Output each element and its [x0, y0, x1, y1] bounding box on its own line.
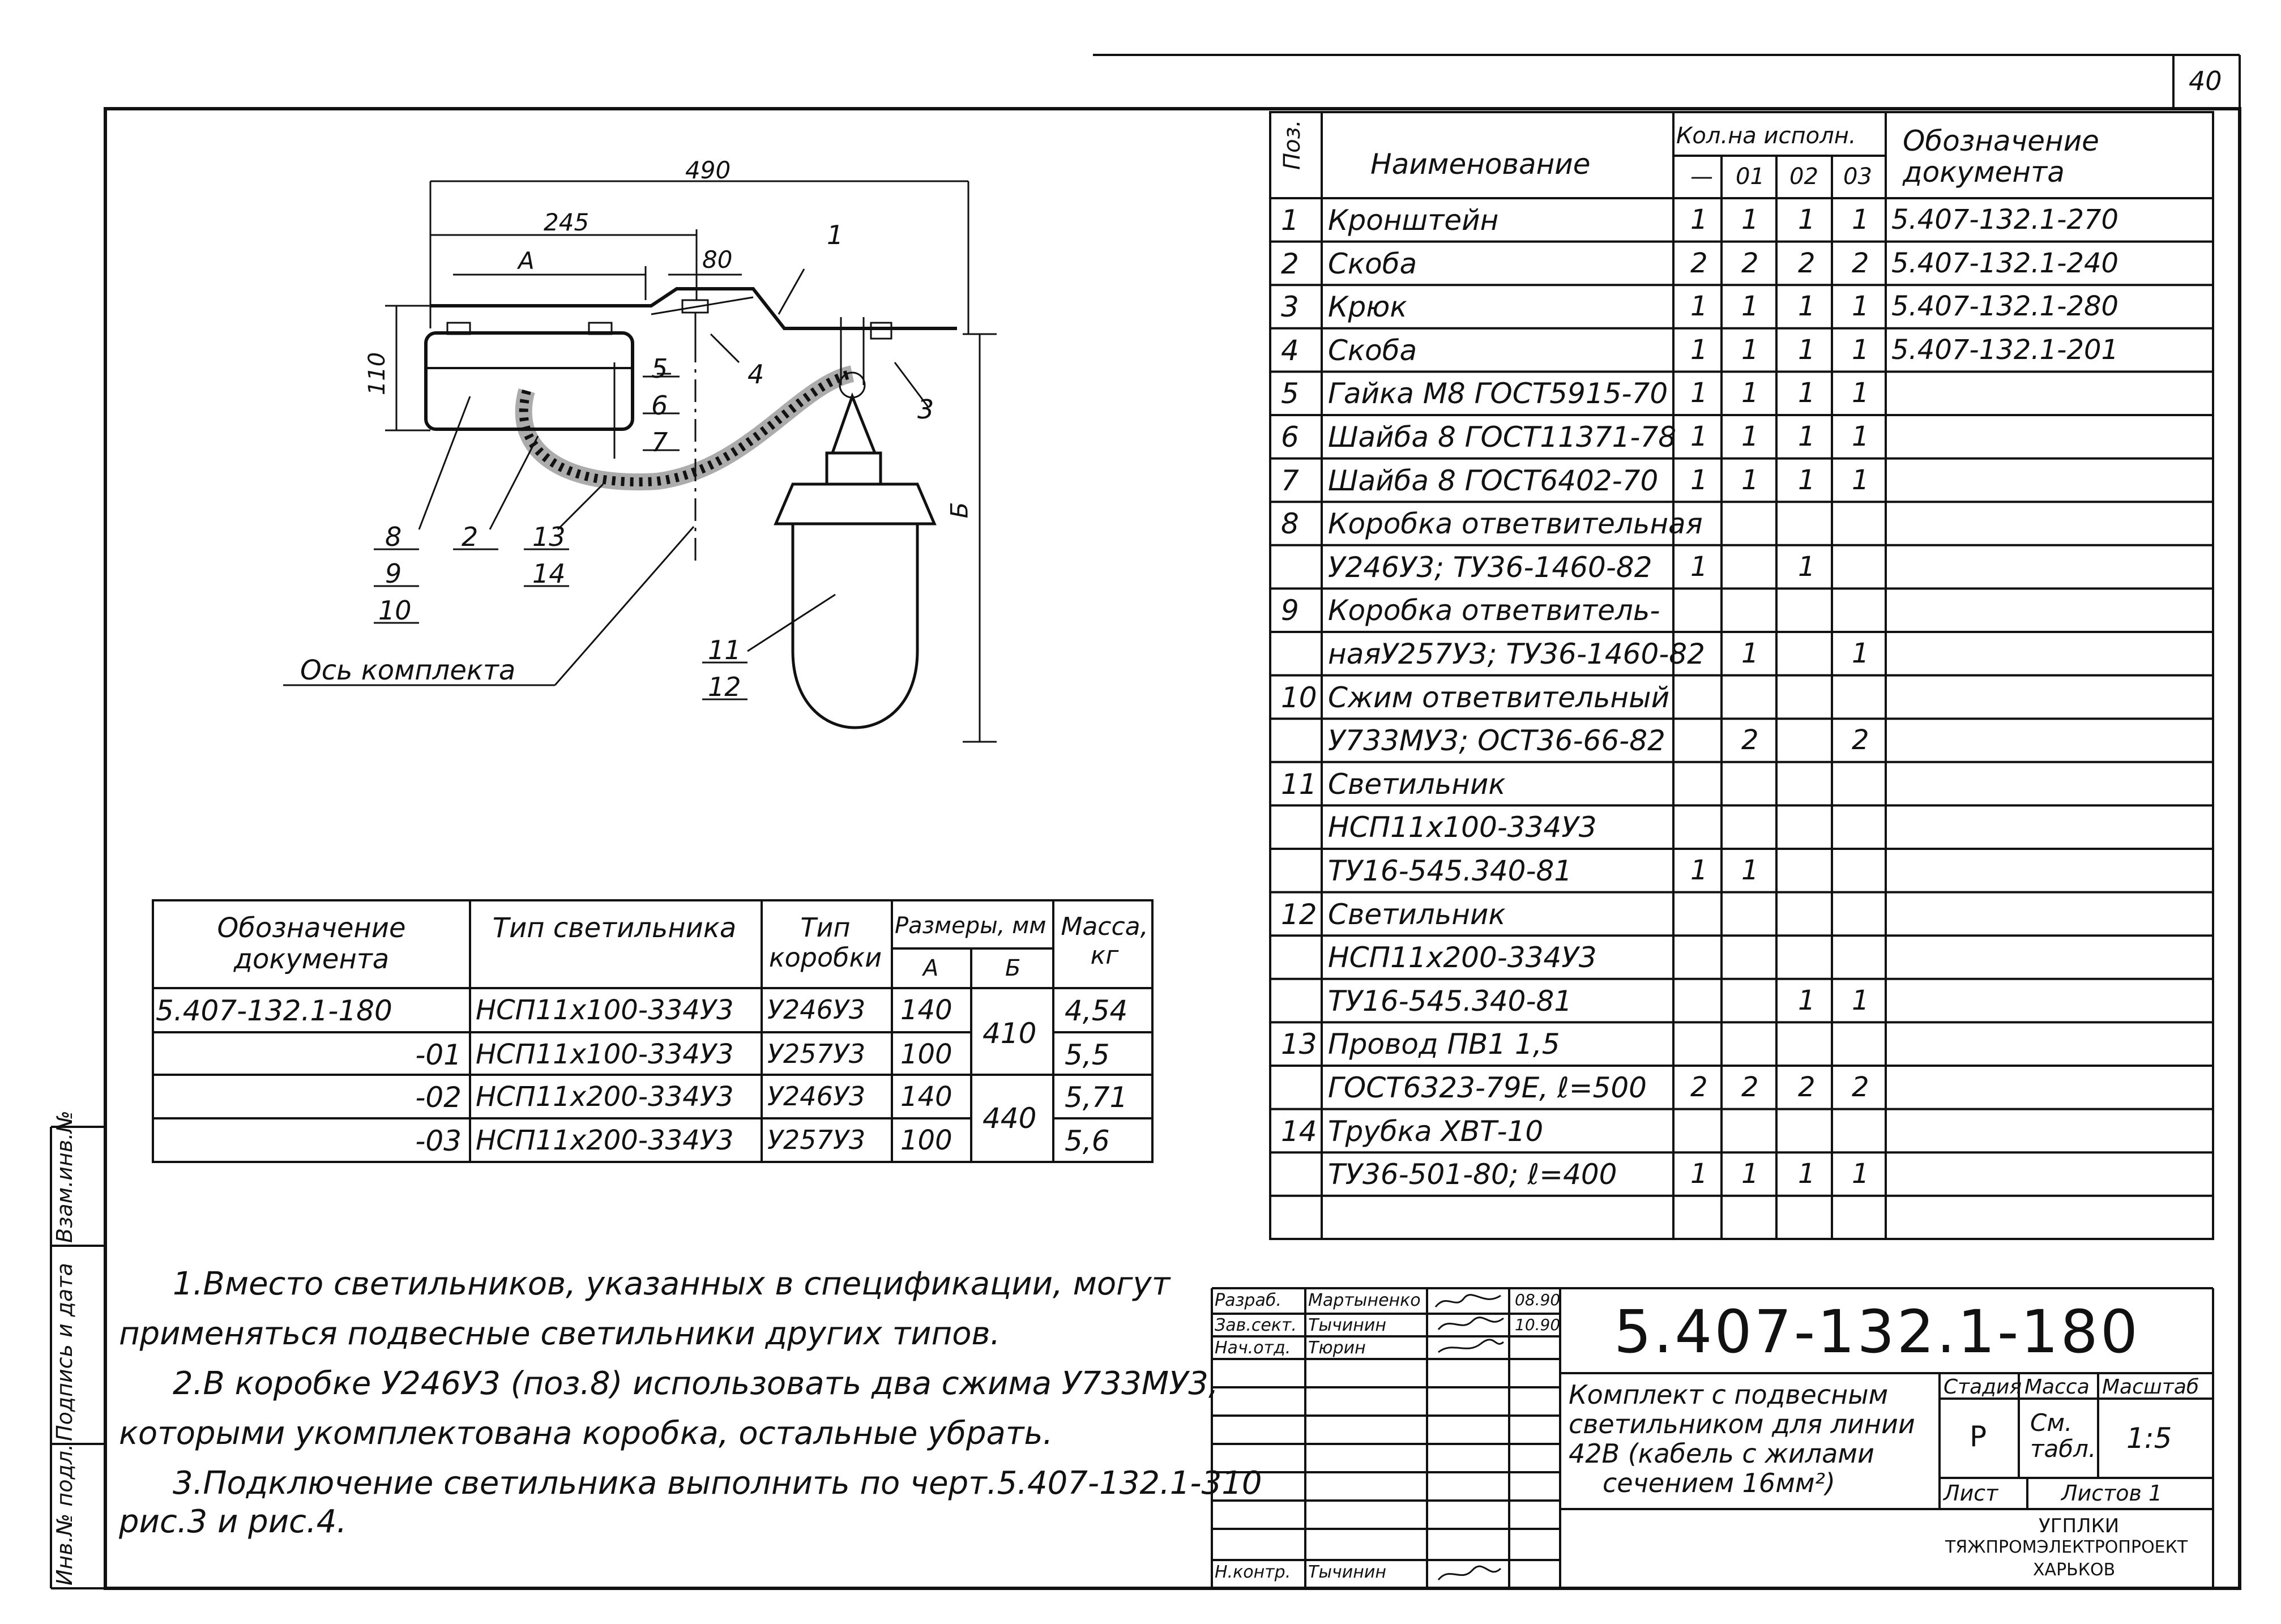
- spec-qty: 1: [1690, 464, 1708, 496]
- spec-qty: 2: [1741, 724, 1759, 757]
- dimension-490: 490: [685, 156, 731, 184]
- spec-pos: 9: [1281, 594, 1299, 627]
- spec-qty: 1: [1741, 464, 1759, 496]
- document-title-line: сечением 16мм²): [1603, 1468, 1835, 1498]
- vt-box: У257У3: [767, 1038, 866, 1069]
- spec-qty: 1: [1852, 204, 1869, 236]
- callout-2: 2: [462, 522, 479, 552]
- vt-type: НСП11х200-334У3: [476, 1125, 734, 1156]
- spec-qty: 1: [1798, 421, 1816, 452]
- spec-qty: 1: [1852, 377, 1869, 409]
- vt-header-doc: Обозначение документа: [217, 912, 406, 976]
- spec-name: ТУ36-501-80; ℓ=400: [1328, 1158, 1617, 1191]
- spec-qty: 1: [1741, 854, 1759, 886]
- spec-name: Сжим ответвительный: [1328, 681, 1670, 714]
- spec-qty: 1: [1741, 377, 1759, 409]
- org-line: ХАРЬКОВ: [2033, 1560, 2116, 1580]
- document-title-line: Комплект с подвесным: [1569, 1379, 1889, 1410]
- scale-value: 1:5: [2126, 1422, 2172, 1455]
- spec-qty: 1: [1852, 421, 1869, 452]
- spec-qty: 1: [1798, 1158, 1816, 1190]
- note-line: 2.В коробке У246У3 (поз.8) использовать два сжима У733МУ3,: [173, 1365, 1219, 1402]
- vt-a: 100: [900, 1038, 952, 1070]
- note-line: 1.Вместо светильников, указанных в спецификации, могут: [173, 1266, 1171, 1302]
- spec-pos: 11: [1281, 767, 1317, 801]
- dimension-110: 110: [364, 352, 391, 396]
- note-line: которыми укомплектована коробка, остальные убрать.: [119, 1415, 1053, 1452]
- callout-6: 6: [651, 390, 668, 421]
- spec-qty: 1: [1741, 204, 1759, 236]
- vt-type: НСП11х100-334У3: [476, 1038, 734, 1070]
- spec-qty: 1: [1690, 290, 1708, 323]
- callout-7: 7: [651, 427, 668, 458]
- spec-pos: 14: [1281, 1114, 1317, 1148]
- org-line: УГПЛКИ: [2039, 1515, 2120, 1537]
- tb-name: Тычинин: [1308, 1315, 1386, 1335]
- tb-role: Н.контр.: [1215, 1562, 1291, 1582]
- spec-qty: 1: [1852, 334, 1869, 366]
- sheets-label: Листов 1: [2061, 1481, 2163, 1506]
- tb-date: 10.90: [1515, 1315, 1561, 1334]
- spec-doc: 5.407-132.1-240: [1891, 247, 2119, 279]
- document-title-line: 42В (кабель с жилами: [1569, 1438, 1874, 1469]
- spec-header-pos: Поз.: [1279, 119, 1305, 170]
- tb-name: Мартыненко: [1308, 1290, 1421, 1310]
- spec-qty: 1: [1741, 290, 1759, 323]
- spec-qty: 1: [1798, 984, 1816, 1016]
- callout-5: 5: [651, 353, 668, 384]
- spec-name: Шайба 8 ГОСТ6402-70: [1328, 464, 1659, 497]
- spec-name: НСП11х100-334У3: [1328, 811, 1597, 844]
- spec-qty: 1: [1690, 550, 1708, 583]
- spec-name: НСП11х200-334У3: [1328, 941, 1597, 975]
- spec-qty: 1: [1798, 204, 1816, 236]
- org-line: ТЯЖПРОМЭЛЕКТРОПРОЕКТ: [1945, 1537, 2188, 1557]
- spec-name: ТУ16-545.340-81: [1328, 984, 1573, 1018]
- spec-pos: 4: [1281, 334, 1299, 367]
- dimension-a: А: [518, 247, 535, 275]
- spec-name: Скоба: [1328, 247, 1417, 280]
- stage-value: Р: [1970, 1420, 1987, 1453]
- spec-qty: 1: [1798, 377, 1816, 409]
- note-line: 3.Подключение светильника выполнить по черт.5.407-132.1-310: [173, 1465, 1262, 1502]
- spec-qty: 2: [1798, 247, 1816, 279]
- spec-qty: 2: [1852, 247, 1869, 279]
- vt-b-value-2: 440: [983, 1102, 1037, 1135]
- vt-doc: 5.407-132.1-180: [156, 994, 392, 1027]
- spec-pos: 5: [1281, 377, 1299, 411]
- vt-header-b: Б: [1005, 955, 1021, 981]
- dimension-80: 80: [702, 246, 733, 273]
- tb-name: Тычинин: [1308, 1562, 1386, 1582]
- callout-12: 12: [708, 672, 741, 702]
- axis-label: Ось комплекта: [300, 655, 516, 686]
- side-stamp-replace: Взам.инв.№: [52, 1110, 77, 1243]
- spec-qty: 2: [1741, 247, 1759, 279]
- spec-header-qty: Кол.на исполн.: [1676, 123, 1856, 149]
- spec-name: Крюк: [1328, 290, 1407, 324]
- spec-pos: 12: [1281, 898, 1317, 931]
- callout-13: 13: [532, 522, 566, 552]
- vt-box: У257У3: [767, 1125, 866, 1155]
- tb-name: Тюрин: [1308, 1338, 1366, 1358]
- spec-qty: 1: [1690, 421, 1708, 452]
- note-line: применяться подвесные светильники других типов.: [119, 1315, 1001, 1352]
- spec-pos: 6: [1281, 421, 1299, 454]
- spec-name: Светильник: [1328, 767, 1506, 801]
- tb-role: Разраб.: [1215, 1290, 1282, 1310]
- spec-qty: 1: [1798, 464, 1816, 496]
- spec-qty: 2: [1798, 1071, 1816, 1103]
- spec-qty: 1: [1690, 854, 1708, 886]
- spec-pos: 10: [1281, 681, 1317, 714]
- document-title-line: светильником для линии: [1569, 1409, 1915, 1439]
- callout-14: 14: [532, 558, 566, 589]
- spec-pos: 1: [1281, 204, 1299, 237]
- vt-a: 140: [900, 994, 952, 1026]
- spec-qty: 1: [1798, 550, 1816, 583]
- vt-doc: -02: [415, 1081, 462, 1114]
- scale-label: Масштаб: [2102, 1375, 2199, 1399]
- spec-header-variant-3: 03: [1843, 164, 1872, 190]
- vt-box: У246У3: [767, 994, 866, 1025]
- spec-qty: 1: [1798, 334, 1816, 366]
- callout-8: 8: [385, 522, 402, 552]
- sheet-label: Лист: [1943, 1481, 1998, 1506]
- spec-pos: 2: [1281, 247, 1299, 280]
- tb-date: 08.90: [1515, 1290, 1561, 1309]
- spec-qty: 1: [1852, 290, 1869, 323]
- vt-header-box: Тип коробки: [768, 912, 882, 973]
- callout-1: 1: [827, 220, 844, 250]
- spec-name: У246У3; ТУ36-1460-82: [1328, 550, 1652, 584]
- spec-name: Шайба 8 ГОСТ11371-78: [1328, 421, 1677, 454]
- spec-pos: 7: [1281, 464, 1299, 497]
- spec-qty: 1: [1690, 204, 1708, 236]
- callout-9: 9: [385, 558, 402, 589]
- spec-qty: 1: [1690, 377, 1708, 409]
- vt-box: У246У3: [767, 1081, 866, 1112]
- vt-a: 100: [900, 1125, 952, 1156]
- vt-header-sizes: Размеры, мм: [895, 913, 1046, 939]
- mass-label: Масса: [2024, 1375, 2090, 1399]
- spec-doc: 5.407-132.1-280: [1891, 290, 2119, 323]
- spec-qty: 1: [1690, 1158, 1708, 1190]
- spec-header-variant-1: 01: [1736, 164, 1765, 190]
- callout-3: 3: [917, 394, 934, 425]
- spec-qty: 1: [1852, 464, 1869, 496]
- spec-name: наяУ257У3; ТУ36-1460-82: [1328, 638, 1705, 670]
- spec-qty: 1: [1852, 984, 1869, 1016]
- spec-name: У733МУ3; ОСТ36-66-82: [1328, 724, 1665, 758]
- spec-name: Коробка ответвительная: [1328, 507, 1703, 541]
- vt-mass: 5,71: [1065, 1081, 1128, 1114]
- spec-qty: 1: [1741, 638, 1759, 669]
- callout-10: 10: [378, 595, 412, 626]
- side-stamp-inv: Инв.№ подл.: [52, 1443, 77, 1585]
- spec-doc: 5.407-132.1-270: [1891, 204, 2119, 236]
- spec-qty: 1: [1741, 421, 1759, 452]
- spec-pos: 13: [1281, 1028, 1317, 1061]
- vt-mass: 5,5: [1065, 1038, 1110, 1071]
- vt-type: НСП11х200-334У3: [476, 1081, 734, 1113]
- spec-qty: 1: [1852, 638, 1869, 669]
- vt-a: 140: [900, 1081, 952, 1113]
- spec-name: ГОСТ6323-79Е, ℓ=500: [1328, 1071, 1647, 1104]
- spec-qty: 2: [1690, 247, 1708, 279]
- vt-b-value-1: 410: [983, 1017, 1037, 1050]
- spec-qty: 1: [1741, 334, 1759, 366]
- dimension-245: 245: [544, 208, 590, 236]
- spec-name: ТУ16-545.340-81: [1328, 854, 1573, 887]
- dimension-b: Б: [945, 502, 973, 519]
- callout-11: 11: [708, 635, 741, 665]
- note-line: рис.3 и рис.4.: [119, 1503, 347, 1540]
- spec-qty: 1: [1741, 1158, 1759, 1190]
- spec-doc: 5.407-132.1-201: [1891, 334, 2119, 366]
- spec-name: Провод ПВ1 1,5: [1328, 1028, 1560, 1061]
- document-code: 5.407-132.1-180: [1614, 1297, 2141, 1366]
- spec-name: Коробка ответвитель-: [1328, 594, 1660, 627]
- sheet-number: 40: [2189, 66, 2222, 96]
- vt-type: НСП11х100-334У3: [476, 994, 734, 1026]
- spec-name: Скоба: [1328, 334, 1417, 367]
- vt-mass: 5,6: [1065, 1125, 1110, 1157]
- signature-icon: [1433, 1290, 1506, 1358]
- stage-label: Стадия: [1943, 1375, 2022, 1399]
- spec-qty: 2: [1852, 724, 1869, 757]
- spec-qty: 2: [1852, 1071, 1869, 1103]
- tb-role: Нач.отд.: [1215, 1338, 1291, 1358]
- spec-qty: 1: [1852, 1158, 1869, 1190]
- vt-header-type: Тип светильника: [492, 912, 737, 944]
- spec-name: Светильник: [1328, 898, 1506, 931]
- vt-doc: -03: [415, 1125, 462, 1157]
- callout-4: 4: [747, 359, 764, 390]
- vt-header-mass: Масса, кг: [1061, 912, 1148, 970]
- tb-role: Зав.сект.: [1215, 1315, 1297, 1335]
- spec-name: Гайка М8 ГОСТ5915-70: [1328, 377, 1668, 411]
- vt-doc: -01: [415, 1038, 462, 1071]
- spec-pos: 8: [1281, 507, 1299, 541]
- mass-value: См. табл.: [2030, 1409, 2096, 1463]
- spec-name: Трубка ХВТ-10: [1328, 1114, 1544, 1148]
- spec-header-doc: Обозначение документа: [1903, 125, 2099, 189]
- signature-icon: [1433, 1560, 1506, 1587]
- spec-qty: 1: [1690, 334, 1708, 366]
- vt-mass: 4,54: [1065, 994, 1128, 1027]
- spec-name: Кронштейн: [1328, 204, 1499, 237]
- spec-pos: 3: [1281, 290, 1299, 324]
- vt-header-a: А: [923, 955, 939, 981]
- spec-header-variant-2: 02: [1789, 164, 1818, 190]
- spec-qty: 2: [1690, 1071, 1708, 1103]
- spec-qty: 2: [1741, 1071, 1759, 1103]
- spec-header-name: Наименование: [1370, 148, 1591, 181]
- spec-qty: 1: [1798, 290, 1816, 323]
- spec-header-variant-0: —: [1690, 164, 1713, 190]
- side-stamp-sign: Подпись и дата: [52, 1263, 77, 1441]
